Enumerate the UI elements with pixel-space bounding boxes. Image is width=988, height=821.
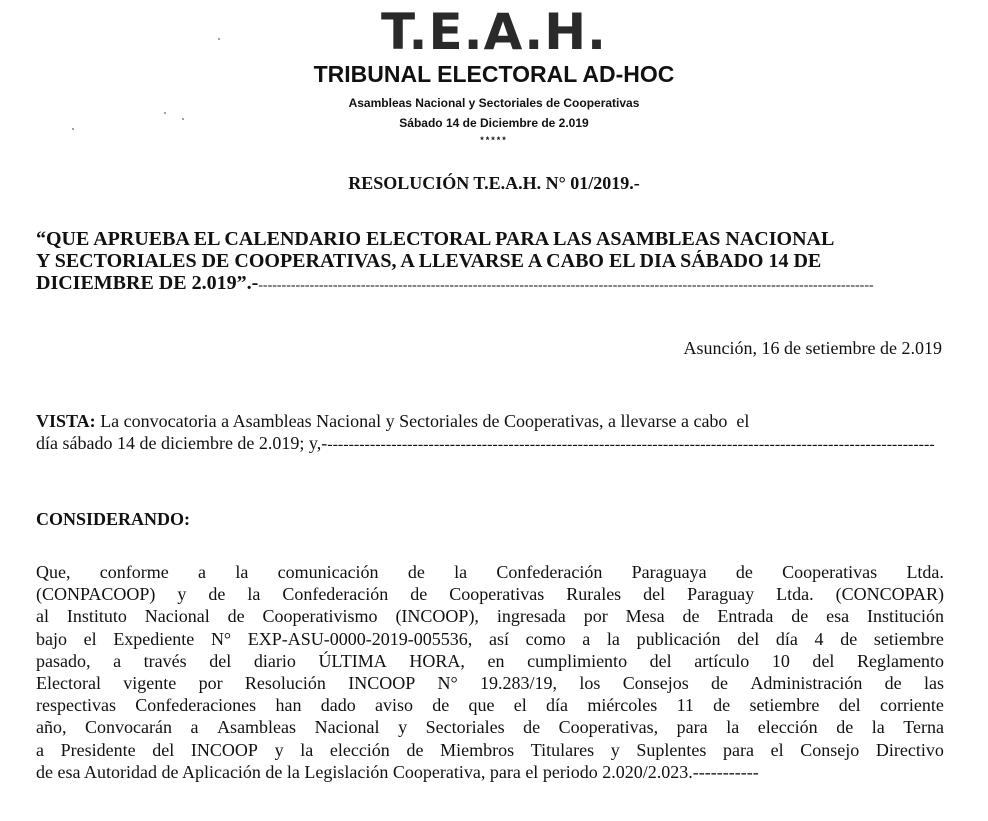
word: Confederación [282, 584, 389, 605]
scan-speck [182, 118, 184, 120]
word: Presidente [60, 739, 136, 760]
vista-label: VISTA: [36, 411, 96, 431]
word: a [198, 562, 207, 582]
teah-logo: T.E.A.H. [380, 3, 608, 61]
word: 11 [676, 695, 694, 716]
word: Institución [866, 606, 944, 627]
word: Suplentes [636, 739, 707, 760]
word: N° [210, 628, 232, 649]
word: Nacional [144, 606, 210, 627]
word: corriente [879, 695, 944, 716]
considerando-line [36, 628, 944, 650]
word: del [737, 628, 760, 649]
considerando-line: de esa Autoridad de Aplicación de la Legislación Cooperativa, para el periodo 2.020/2.023.----------- [36, 761, 759, 782]
word: para [676, 717, 708, 738]
word: y [398, 717, 408, 738]
word: (INCOOP), [395, 606, 479, 627]
resolution-title-line-3 [36, 272, 944, 297]
word: de [406, 739, 424, 760]
word: Resolución [244, 673, 326, 694]
word: la [454, 562, 468, 582]
word: (CONCOPAR) [835, 584, 944, 605]
vista-line-1 [36, 410, 944, 432]
scan-speck [72, 128, 74, 130]
word: publicación [636, 628, 721, 649]
vista-line-2 [36, 432, 944, 456]
word: Confederaciones [135, 695, 257, 716]
word: HORA, [409, 650, 465, 671]
tribunal-name: TRIBUNAL ELECTORAL AD-HOC [313, 61, 675, 87]
word: la [300, 739, 314, 760]
scan-speck [218, 38, 220, 40]
scan-speck [164, 112, 166, 114]
word: 19.283/19, [480, 673, 558, 694]
word: ingresada [496, 606, 566, 627]
word: respectivas [36, 695, 116, 716]
vista-text-2: día sábado 14 de diciembre de 2.019; y,- [36, 433, 328, 453]
word: han [275, 695, 302, 716]
word: Mesa [625, 606, 665, 627]
word: Consejo [800, 739, 860, 760]
considerando-line [36, 716, 944, 738]
word: Administración [750, 673, 863, 694]
word: artículo [694, 650, 750, 671]
word: los [579, 673, 601, 694]
word: Entrada [717, 606, 774, 627]
word: por [198, 673, 223, 694]
word: de [523, 717, 541, 738]
word: diario [253, 650, 296, 671]
word: de [410, 584, 428, 605]
word: a [582, 628, 591, 649]
word: Ltda. [776, 584, 814, 605]
word: Paraguay [687, 584, 755, 605]
word: Titulares [530, 739, 595, 760]
word: de [432, 695, 450, 716]
place-date: Asunción, 16 de setiembre de 2.019 [683, 338, 942, 358]
word: el [770, 739, 784, 760]
word: aviso [374, 695, 413, 716]
word: día [546, 695, 569, 716]
word: así [488, 628, 509, 649]
word: miércoles [587, 695, 658, 716]
considerando-line [36, 605, 944, 627]
word: Terna [903, 717, 944, 738]
word: de [682, 606, 700, 627]
considerando-line [36, 694, 944, 716]
word: la [606, 628, 620, 649]
header-subtitle-date: Sábado 14 de Diciembre de 2.019 [399, 116, 589, 130]
word: elección [757, 717, 818, 738]
header-subtitle-assemblies: Asambleas Nacional y Sectoriales de Cooperativas [348, 96, 640, 110]
word: y [177, 584, 187, 605]
word: comunicación [277, 562, 379, 582]
word: de [791, 606, 809, 627]
word: Asambleas [217, 717, 297, 738]
word: través [143, 650, 187, 671]
word: esa [826, 606, 850, 627]
word: Expediente [113, 628, 195, 649]
word: y [610, 739, 620, 760]
word: setiembre [873, 628, 944, 649]
word: en [487, 650, 505, 671]
word: día [775, 628, 798, 649]
word: vigente [123, 673, 177, 694]
word: Rurales [566, 584, 622, 605]
word: dado [320, 695, 356, 716]
word: la [726, 717, 740, 738]
word: Cooperativas [782, 562, 878, 582]
word: EXP-ASU-0000-2019-005536, [247, 628, 473, 649]
word: Electoral [36, 673, 101, 694]
word: de [711, 673, 729, 694]
considerando-line [36, 583, 944, 605]
word: N° [437, 673, 458, 694]
word: de [884, 673, 902, 694]
considerando-line [36, 739, 944, 761]
word: pasado, [36, 650, 91, 671]
word: las [923, 673, 944, 694]
vista-text-1: La convocatoria a Asambleas Nacional y Sectoriales de Cooperativas, a llevarse a cabo el [95, 411, 750, 431]
word: de [713, 695, 731, 716]
word: Instituto [66, 606, 127, 627]
word: de [227, 606, 245, 627]
word: 4 [814, 628, 824, 649]
word: 10 [771, 650, 790, 671]
word: la [871, 717, 885, 738]
word: del [209, 650, 232, 671]
word: Sectoriales [425, 717, 505, 738]
word: año, [36, 717, 67, 738]
word: del [643, 584, 666, 605]
word: del [649, 650, 672, 671]
resolution-title-line-2: Y SECTORIALES DE COOPERATIVAS, A LLEVARSE A CABO EL DIA SÁBADO 14 DE [36, 250, 822, 272]
word: Convocarán [85, 717, 172, 738]
word: como [525, 628, 566, 649]
resolution-title-line-1: “QUE APRUEBA EL CALENDARIO ELECTORAL PARA LAS ASAMBLEAS NACIONAL [36, 228, 835, 250]
vista-dash-fill: ------------------------------------------------------------------------------------------------------------------ [327, 436, 935, 453]
word: de [735, 562, 753, 582]
word: del [812, 650, 835, 671]
word: conforme [99, 562, 169, 582]
considerando-paragraph [36, 561, 944, 783]
word: por [583, 606, 608, 627]
word: Confederación [496, 562, 603, 582]
considerando-line [36, 561, 944, 583]
word: Nacional [314, 717, 380, 738]
word: Paraguaya [631, 562, 707, 582]
considerando-heading: CONSIDERANDO: [36, 509, 191, 529]
word: para [723, 739, 754, 760]
word: a [113, 650, 122, 671]
resolution-title [36, 228, 944, 297]
resolution-number: RESOLUCIÓN T.E.A.H. N° 01/2019.- [348, 173, 640, 193]
word: del [152, 739, 175, 760]
word: a [190, 717, 199, 738]
word: Consejos [622, 673, 689, 694]
word: de [208, 584, 226, 605]
word: el [513, 695, 527, 716]
word: al [36, 606, 49, 627]
word: Que, [36, 562, 71, 582]
considerando-line [36, 672, 944, 694]
word: y [274, 739, 284, 760]
word: la [235, 562, 249, 582]
word: el [83, 628, 97, 649]
word: INCOOP [190, 739, 258, 760]
word: Cooperativas [449, 584, 545, 605]
word: de [407, 562, 425, 582]
word: Cooperativismo [262, 606, 378, 627]
word: bajo [36, 628, 67, 649]
word: la [247, 584, 261, 605]
word: cumplimiento [527, 650, 628, 671]
word: ÚLTIMA [318, 650, 387, 671]
word: de [836, 717, 854, 738]
resolution-title-dash-fill: ------------------------------------------------------------------------------------------------------------------------------------ [258, 278, 874, 293]
considerando-line [36, 650, 944, 672]
word: que [468, 695, 495, 716]
word: Reglamento [857, 650, 944, 671]
word: Cooperativas, [558, 717, 659, 738]
word: Miembros [440, 739, 515, 760]
word: Ltda. [906, 562, 944, 582]
word: setiembre [749, 695, 820, 716]
word: elección [329, 739, 390, 760]
vista-paragraph [36, 410, 944, 456]
word: de [840, 628, 858, 649]
header-stars: ***** [480, 135, 508, 145]
word: a [36, 739, 44, 760]
word: (CONPACOOP) [36, 584, 156, 605]
word: INCOOP [348, 673, 416, 694]
word: del [838, 695, 861, 716]
word: Directivo [875, 739, 944, 760]
resolution-title-line-3-text: DICIEMBRE DE 2.019”.- [36, 272, 259, 294]
